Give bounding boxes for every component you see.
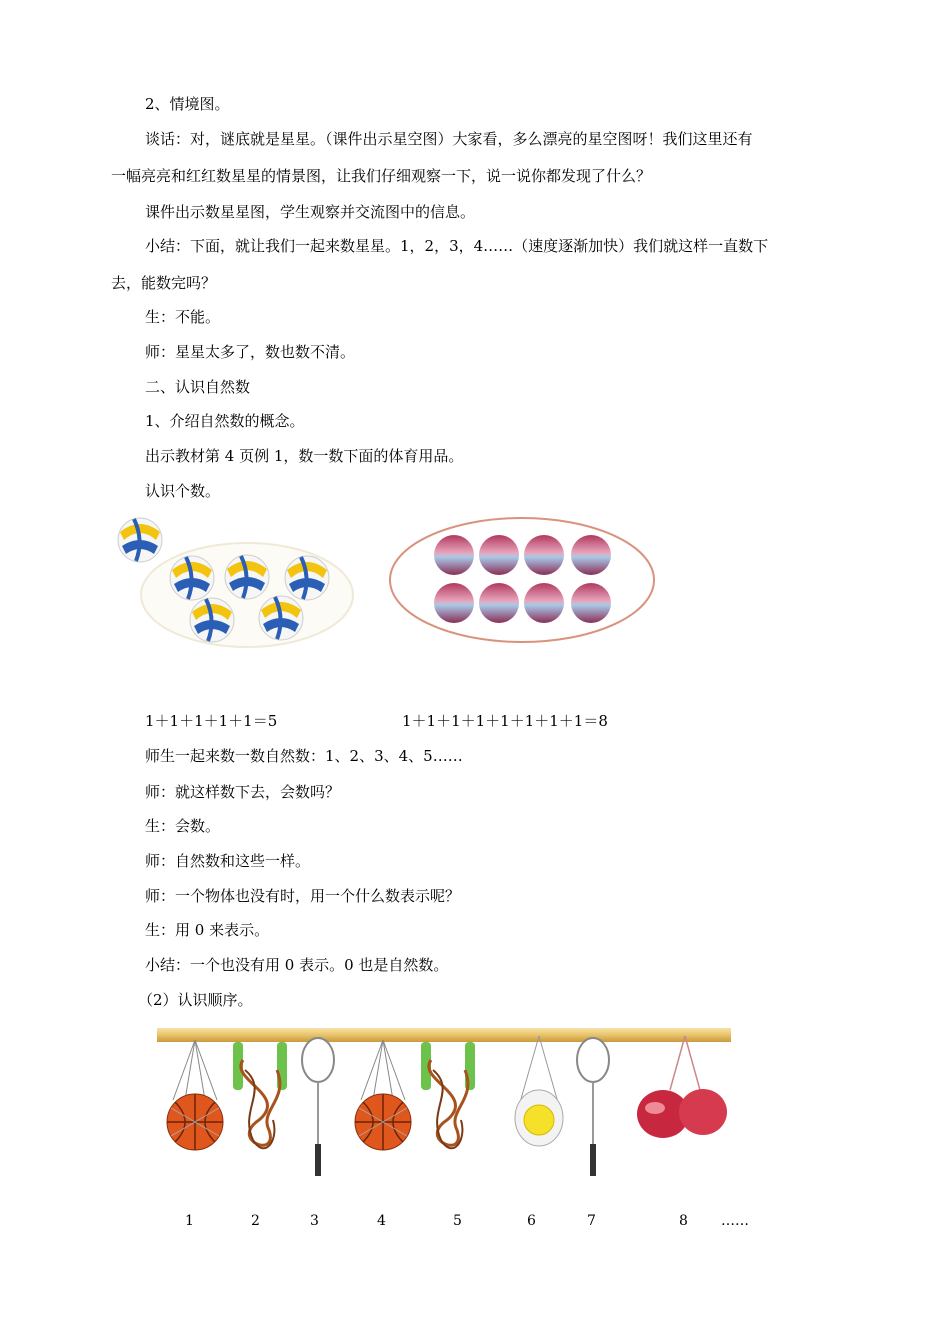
teacher-line-natural: 师：自然数和这些一样。: [145, 852, 311, 870]
paragraph-courseware: 课件出示数星星图，学生观察并交流图中的信息。: [145, 203, 476, 221]
equation-volleyballs: 1＋1＋1＋1＋1＝5: [145, 712, 278, 730]
teacher-line-stars: 师：星星太多了，数也数不清。: [145, 343, 356, 361]
paragraph-count: 认识个数。: [145, 482, 221, 500]
order-number: 1: [185, 1213, 194, 1229]
student-reply-can: 生：会数。: [145, 817, 221, 835]
paragraph-summary-line1: 小结：下面，就让我们一起来数星星。1，2，3，4……（速度逐渐加快）我们就这样一直数下: [145, 237, 769, 255]
section-heading-natural-numbers: 二、认识自然数: [145, 378, 251, 396]
student-reply-zero: 生：用 0 来表示。: [145, 921, 270, 939]
paragraph-count-together: 师生一起来数一数自然数：1、2、3、4、5……: [145, 747, 463, 765]
teacher-question-continue: 师：就这样数下去，会数吗？: [145, 783, 341, 801]
paragraph-summary-line2: 去，能数完吗？: [111, 274, 217, 292]
subheading-concept: 1、介绍自然数的概念。: [145, 412, 305, 430]
order-number: 2: [251, 1213, 260, 1229]
ball-group-illustration: [388, 515, 656, 645]
order-number: 4: [377, 1213, 386, 1229]
order-number: 8: [679, 1213, 688, 1229]
order-number: 5: [453, 1213, 462, 1229]
paragraph-talk-line2: 一幅亮亮和红红数星星的情景图，让我们仔细观察一下，说一说你都发现了什么？: [111, 167, 652, 185]
section-heading-scene: 2、情境图。: [145, 95, 230, 113]
student-reply-cannot: 生：不能。: [145, 308, 221, 326]
volleyball-group-illustration: [140, 540, 355, 650]
order-number: 7: [587, 1213, 596, 1229]
order-number: 6: [527, 1213, 536, 1229]
sports-equipment-rack-illustration: [155, 1022, 735, 1172]
paragraph-textbook-example: 出示教材第 4 页例 1，数一数下面的体育用品。: [145, 447, 464, 465]
paragraph-talk-line1: 谈话：对，谜底就是星星。（课件出示星空图）大家看，多么漂亮的星空图呀！我们这里还有: [145, 130, 753, 148]
order-ellipsis: ……: [721, 1213, 749, 1229]
equation-balls: 1＋1＋1＋1＋1＋1＋1＋1＝8: [402, 712, 608, 730]
subheading-order: （2）认识顺序。: [138, 991, 253, 1009]
summary-zero: 小结：一个也没有用 0 表示。0 也是自然数。: [145, 956, 449, 974]
order-number: 3: [310, 1213, 319, 1229]
teacher-question-zero: 师：一个物体也没有时，用一个什么数表示呢？: [145, 887, 461, 905]
